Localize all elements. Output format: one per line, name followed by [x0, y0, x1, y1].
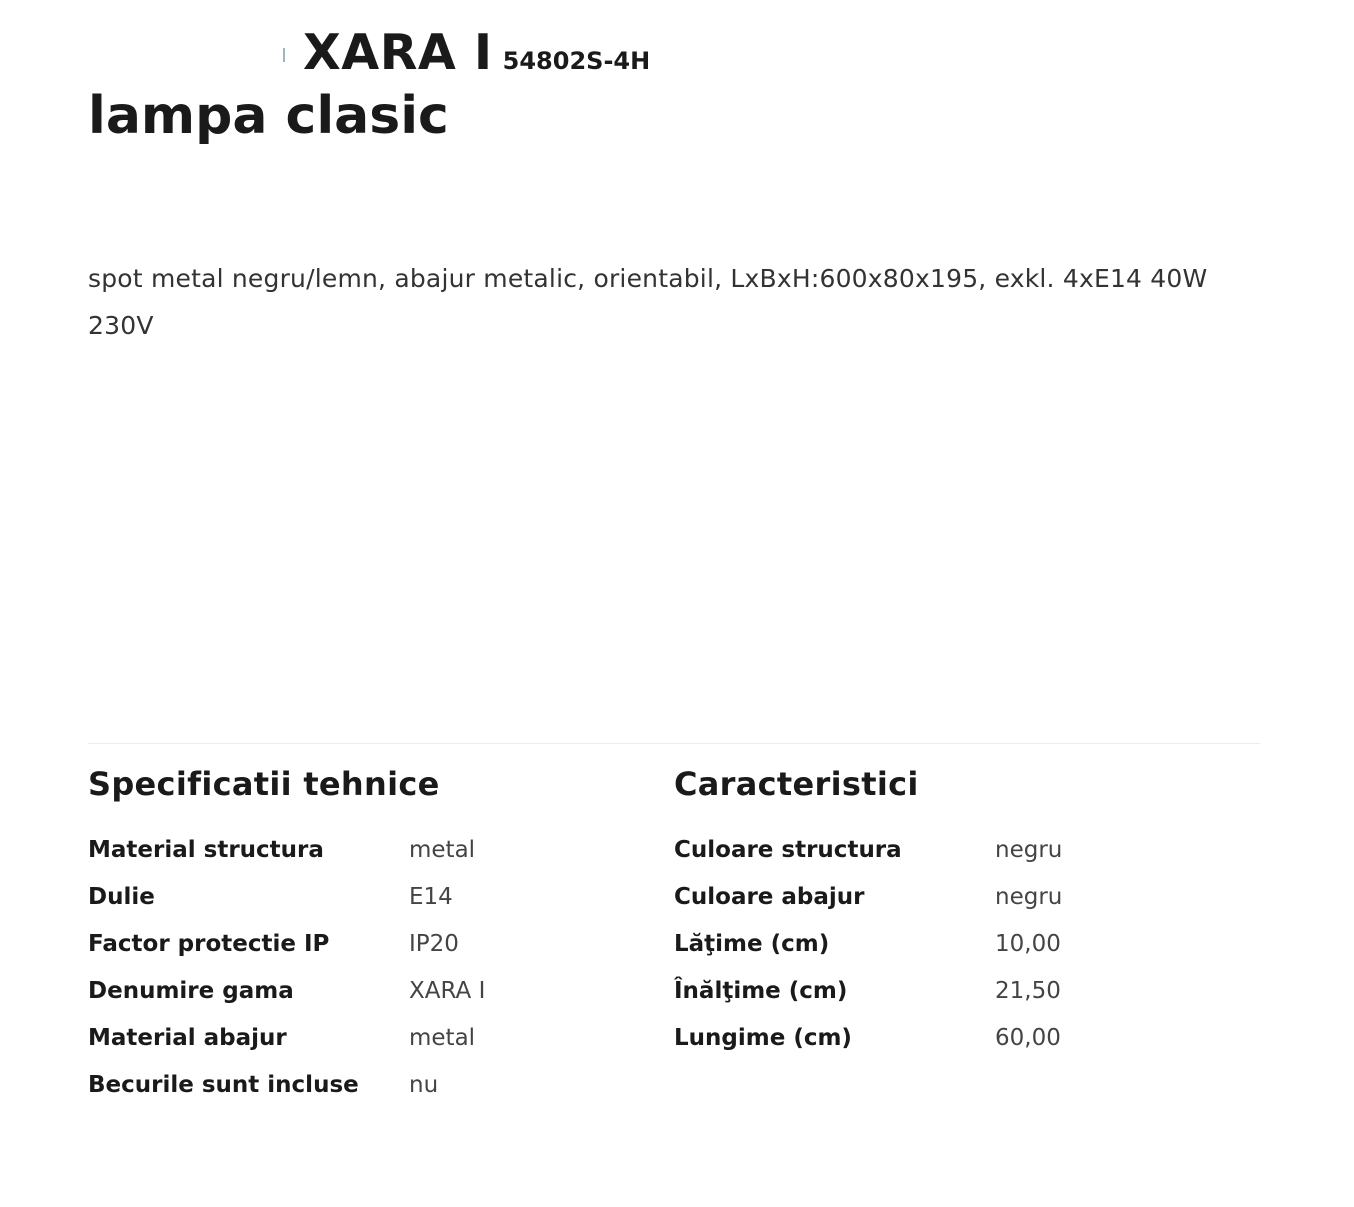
characteristics-heading: Caracteristici	[674, 765, 919, 803]
characteristic-row	[674, 873, 1234, 920]
spec-label: Material structura	[88, 836, 324, 863]
characteristic-label: Lungime (cm)	[674, 1024, 852, 1051]
characteristic-value: negru	[995, 883, 1063, 910]
characteristic-label: Culoare structura	[674, 836, 902, 863]
section-divider	[88, 743, 1260, 744]
spec-row	[88, 826, 648, 873]
characteristic-row	[674, 967, 1234, 1014]
spec-row	[88, 920, 648, 967]
spec-label: Factor protectie IP	[88, 930, 330, 957]
technical-specs-section	[88, 762, 648, 1108]
spec-value: nu	[409, 1071, 439, 1098]
characteristic-label: Înălţime (cm)	[674, 977, 848, 1004]
spec-label: Dulie	[88, 883, 155, 910]
spec-label: Material abajur	[88, 1024, 287, 1051]
spec-row	[88, 873, 648, 920]
spec-row	[88, 1061, 648, 1108]
spec-value: IP20	[409, 930, 459, 957]
characteristic-label: Lăţime (cm)	[674, 930, 830, 957]
spec-label: Becurile sunt incluse	[88, 1071, 359, 1098]
characteristics-section	[674, 762, 1234, 1061]
spec-value: metal	[409, 836, 476, 863]
spec-value: metal	[409, 1024, 476, 1051]
spec-row	[88, 967, 648, 1014]
brand-logo-fragment	[283, 48, 285, 62]
spec-value: XARA I	[409, 977, 486, 1004]
characteristic-value: 10,00	[995, 930, 1061, 957]
product-title-line	[303, 24, 650, 81]
characteristic-label: Culoare abajur	[674, 883, 865, 910]
characteristic-row	[674, 920, 1234, 967]
spec-label: Denumire gama	[88, 977, 294, 1004]
product-type-title: lampa clasic	[88, 86, 449, 146]
spec-value: E14	[409, 883, 453, 910]
characteristic-value: 60,00	[995, 1024, 1061, 1051]
technical-specs-heading: Specificatii tehnice	[88, 765, 440, 803]
product-code: 54802S-4H	[502, 47, 651, 75]
spec-row	[88, 1014, 648, 1061]
characteristic-value: 21,50	[995, 977, 1061, 1004]
characteristic-row	[674, 826, 1234, 873]
characteristic-value: negru	[995, 836, 1063, 863]
product-description: spot metal negru/lemn, abajur metalic, orientabil, LxBxH:600x80x195, exkl. 4xE14 40W 230V	[88, 264, 1208, 340]
characteristic-row	[674, 1014, 1234, 1061]
product-name: XARA I	[303, 24, 493, 81]
